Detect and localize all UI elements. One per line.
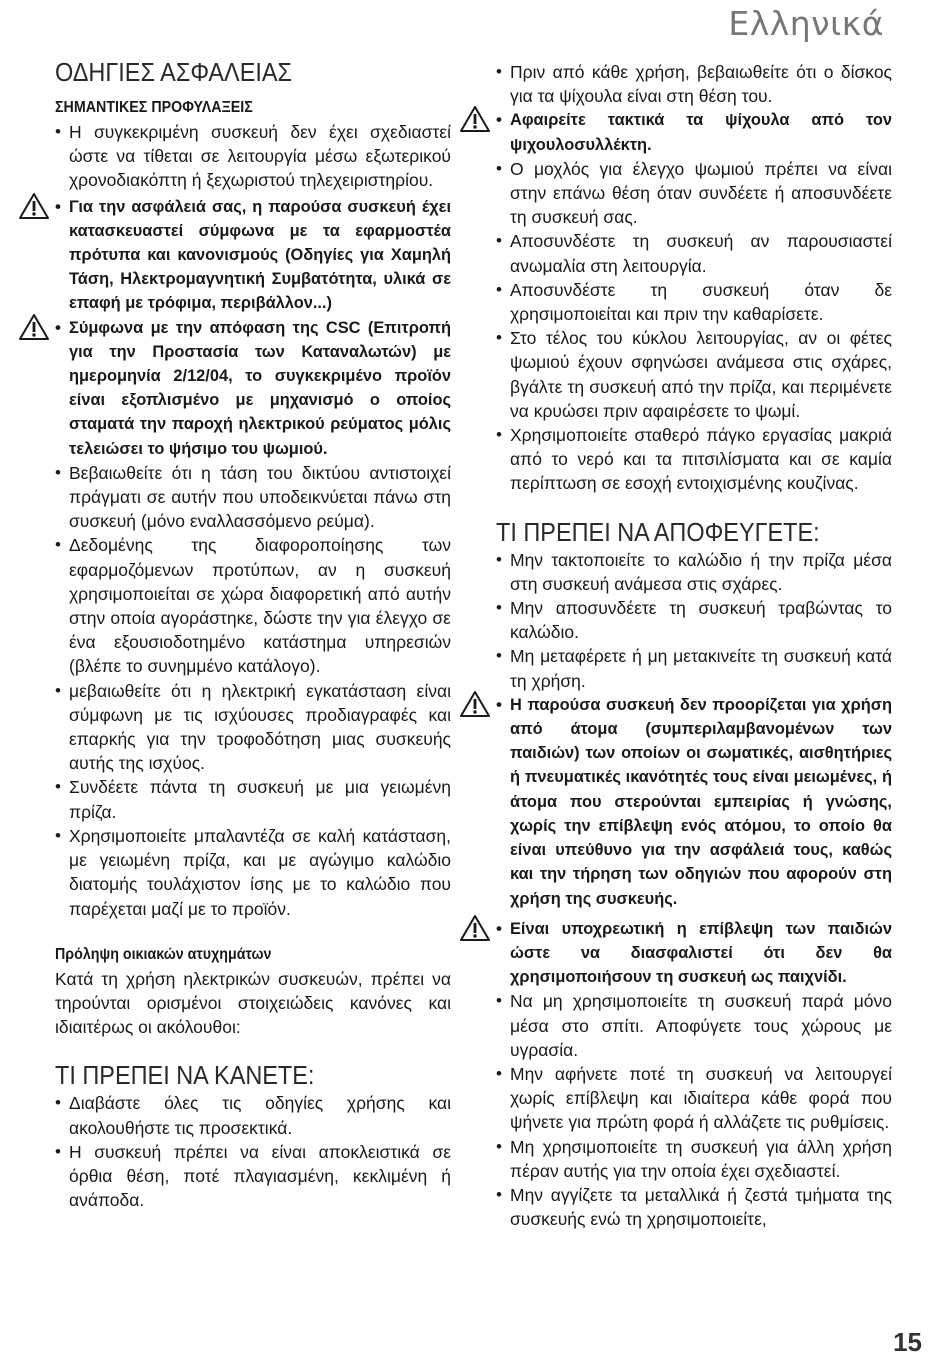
warning-icon <box>459 914 491 942</box>
list-item: • Βεβαιωθείτε ότι η τάση του δικτύου αντιστοιχεί πράγματι σε αυτήν που υποδεικνύεται πάνω στη συσκευή (μόνο εναλλασσόμενο ρεύμα). <box>55 461 451 534</box>
list-item: • Αποσυνδέστε τη συσκευή αν παρουσιαστεί ανωμαλία στη λειτουργία. <box>496 229 892 277</box>
warning-icon <box>18 313 50 341</box>
do-list-continued <box>496 60 892 496</box>
list-item: • μεβαιωθείτε ότι η ηλεκτρική εγκατάσταση είναι σύμφωνη με τις ισχύουσες προδιαγραφές και επαρκής για την τροφοδότηση μιας συσκευής αυτής της ισχύος. <box>55 679 451 776</box>
list-item: • Η παρούσα συσκευή δεν προορίζεται για χρήση από άτομα (συμπεριλαμβανομένων των παιδιών) των οποίων οι σωματικές, αισθητήριες ή πνευματικές ικανότητές τους είναι μειωμένες, ή άτομα που στερούνται εμπειρίας ή γνώσης, χωρίς την επίβλεψη ενός ατόμου, το οποίο θα είναι υπεύθυνο για την ασφάλειά τους, καθώς και την τήρηση των οδηγιών που αφορούν στη χρήση της συσκευής. <box>496 693 892 911</box>
list-item: • Συνδέετε πάντα τη συσκευή με μια γειωμένη πρίζα. <box>55 775 451 823</box>
list-item: • Μην τακτοποιείτε το καλώδιο ή την πρίζα μέσα στη συσκευή ανάμεσα στις σχάρες. <box>496 548 892 596</box>
precautions-list <box>55 120 451 921</box>
avoid-title: ΤΙ ΠΡΕΠΕΙ ΝΑ ΑΠΟΦΕΥΓΕΤΕ: <box>496 518 820 547</box>
list-item: • Μην αποσυνδέετε τη συσκευή τραβώντας το καλώδιο. <box>496 596 892 644</box>
list-item: • Αφαιρείτε τακτικά τα ψίχουλα από τον ψιχουλοσυλλέκτη. <box>496 108 892 156</box>
do-title: ΤΙ ΠΡΕΠΕΙ ΝΑ ΚΑΝΕΤΕ: <box>55 1062 315 1091</box>
list-item: • Αποσυνδέστε τη συσκευή όταν δε χρησιμοποιείται και πριν την καθαρίσετε. <box>496 278 892 326</box>
warning-icon <box>459 690 491 718</box>
list-item: • Μη χρησιμοποιείτε τη συσκευή για άλλη χρήση πέραν αυτής για την οποία έχει σχεδιαστεί. <box>496 1135 892 1183</box>
list-item: • Είναι υποχρεωτική η επίβλεψη των παιδιών ώστε να διασφαλιστεί ότι δεν θα χρησιμοποιήσουν τη συσκευή ως παιχνίδι. <box>496 917 892 990</box>
list-item: • Πριν από κάθε χρήση, βεβαιωθείτε ότι ο δίσκος για τα ψίχουλα είναι στη θέση του. <box>496 60 892 108</box>
list-item: • Η συσκευή πρέπει να είναι αποκλειστικά σε όρθια θέση, ποτέ πλαγιασμένη, κεκλιμένη ή ανάποδα. <box>55 1140 451 1213</box>
avoid-list <box>496 548 892 1232</box>
do-list <box>55 1091 451 1212</box>
list-item: • Διαβάστε όλες τις οδηγίες χρήσης και ακολουθήστε τις προσεκτικά. <box>55 1091 451 1139</box>
list-item: • Για την ασφάλειά σας, η παρούσα συσκευή έχει κατασκευαστεί σύμφωνα με τα εφαρμοστέα πρότυπα και κανονισμούς (Οδηγίες για Χαμηλή Τάση, Ηλεκτρομαγνητική Συμβατότητα, υλικά σε επαφή με τρόφιμα, περιβάλλον...) <box>55 195 451 316</box>
list-item: • Μην αγγίζετε τα μεταλλικά ή ζεστά τμήματα της συσκευής ενώ τη χρησιμοποιείτε, <box>496 1183 892 1231</box>
list-item: • Να μη χρησιμοποιείτε τη συσκευή παρά μόνο μέσα στο σπίτι. Αποφύγετε τους χώρους με υγρασία. <box>496 989 892 1062</box>
page-number: 15 <box>893 1327 922 1357</box>
safety-title: ΟΔΗΓΙΕΣ ΑΣΦΑΛΕΙΑΣ <box>55 59 293 87</box>
prevention-text: Κατά τη χρήση ηλεκτρικών συσκευών, πρέπει να τηρούνται ορισμένοι στοιχειώδεις κανόνες και ιδιαιτέρως οι ακόλουθοι: <box>55 968 451 1038</box>
list-item: • Μην αφήνετε ποτέ τη συσκευή να λειτουργεί χωρίς επίβλεψη και ιδιαίτερα κάθε φορά που ψήνετε για πρώτη φορά ή αλλάζετε τις ρυθμίσεις. <box>496 1062 892 1135</box>
language-label: Ελληνικά <box>728 4 884 43</box>
precautions-subtitle: ΣΗΜΑΝΤΙΚΕΣ ΠΡΟΦΥΛΑΞΕΙΣ <box>55 99 253 116</box>
list-item: • Δεδομένης της διαφοροποίησης των εφαρμοζόμενων προτύπων, αν η συσκευή χρησιμοποιείται σε χώρα διαφορετική από αυτήν στην οποία αγοράστηκε, δώστε την για έλεγχο σε ένα εξουσιοδοτημένο κατάστημα υπηρεσιών (βλέπε το συνημμένο κατάλογο). <box>55 533 451 678</box>
left-column <box>55 58 451 1212</box>
list-item: • Σύμφωνα με την απόφαση της CSC (Επιτροπή για την Προστασία των Καταναλωτών) με ημερομηνία 2/12/04, το συγκεκριμένο προϊόν είναι εξοπλισμένο με μηχανισμό ο οποίος σταματά την παροχή ηλεκτρικού ρεύματος μόλις τελειώσει το ψήσιμο του ψωμιού. <box>55 316 451 461</box>
prevention-heading: Πρόληψη οικιακών ατυχημάτων <box>55 945 272 963</box>
list-item: • Στο τέλος του κύκλου λειτουργίας, αν οι φέτες ψωμιού έχουν σφηνώσει ανάμεσα στις σχάρες, βγάλτε τη συσκευή από την πρίζα, και περιμένετε να κρυώσει πριν αφαιρέσετε το ψωμί. <box>496 326 892 423</box>
list-item: • Χρησιμοποιείτε μπαλαντέζα σε καλή κατάσταση, με γειωμένη πρίζα, και με αγώγιμο καλώδιο διατομής τουλάχιστον ίσης με το καλώδιο που παρέχεται μαζί με το προϊόν. <box>55 824 451 921</box>
list-item: • Η συγκεκριμένη συσκευή δεν έχει σχεδιαστεί ώστε να τίθεται σε λειτουργία μέσω εξωτερικού χρονοδιακόπτη ή ξεχωριστού τηλεχειριστηρίου. <box>55 120 451 193</box>
list-item: • Μη μεταφέρετε ή μη μετακινείτε τη συσκευή κατά τη χρήση. <box>496 644 892 692</box>
warning-icon <box>18 192 50 220</box>
warning-icon <box>459 105 491 133</box>
list-item: • Ο μοχλός για έλεγχο ψωμιού πρέπει να είναι στην επάνω θέση όταν συνδέετε ή αποσυνδέετε τη συσκευή σας. <box>496 157 892 230</box>
right-column <box>496 60 892 1231</box>
list-item: • Χρησιμοποιείτε σταθερό πάγκο εργασίας μακριά από το νερό και τα πιτσιλίσματα και σε καμία περίπτωση σε εσοχή εντοιχισμένης κουζίνας. <box>496 423 892 496</box>
